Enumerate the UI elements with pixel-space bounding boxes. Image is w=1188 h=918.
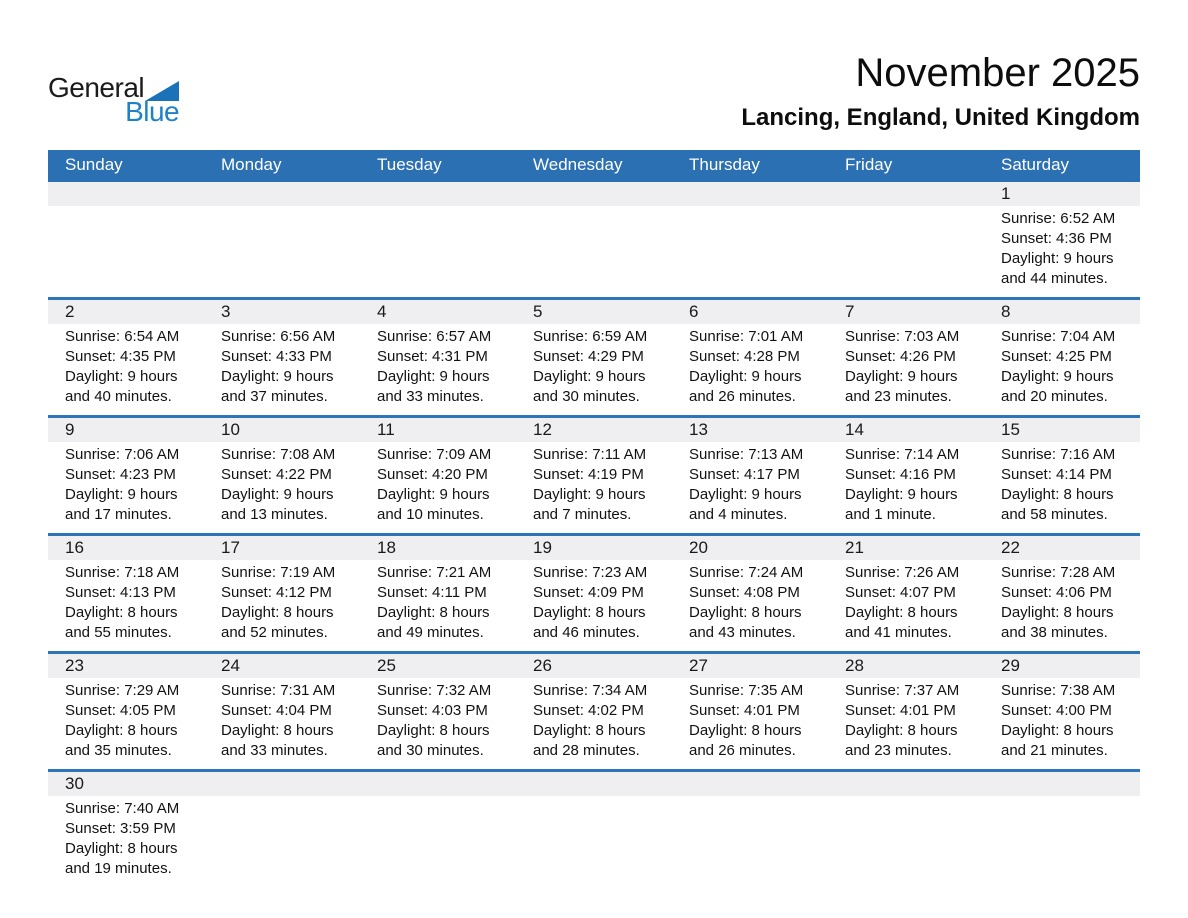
weekday-header-wednesday: Wednesday — [533, 155, 623, 174]
day-number: 27 — [672, 654, 828, 678]
sunset-text: Sunset: 4:33 PM — [221, 348, 332, 365]
day-number-empty — [360, 772, 516, 796]
day-number-empty — [204, 182, 360, 206]
empty-day-cell — [360, 182, 516, 297]
day-number: 2 — [48, 300, 204, 324]
day-cell-28 — [828, 654, 984, 769]
day-cell-14 — [828, 418, 984, 533]
daylight-text: Daylight: 9 hours and 17 minutes. — [65, 486, 178, 523]
sunset-text: Sunset: 4:01 PM — [689, 702, 800, 719]
sunrise-text: Sunrise: 7:40 AM — [65, 800, 180, 817]
sunrise-text: Sunrise: 6:52 AM — [1001, 210, 1116, 227]
sunset-text: Sunset: 4:29 PM — [533, 348, 644, 365]
daylight-text: Daylight: 8 hours and 38 minutes. — [1001, 604, 1114, 641]
day-cell-13 — [672, 418, 828, 533]
day-cell-15 — [984, 418, 1140, 533]
day-cell-17 — [204, 536, 360, 651]
week-row-4 — [48, 533, 1140, 651]
sunrise-text: Sunrise: 7:21 AM — [377, 564, 492, 581]
day-number: 20 — [672, 536, 828, 560]
sunset-text: Sunset: 4:08 PM — [689, 584, 800, 601]
sunrise-text: Sunrise: 7:34 AM — [533, 682, 648, 699]
sunset-text: Sunset: 4:04 PM — [221, 702, 332, 719]
daylight-text: Daylight: 8 hours and 52 minutes. — [221, 604, 334, 641]
day-number-empty — [984, 772, 1140, 796]
daylight-text: Daylight: 8 hours and 58 minutes. — [1001, 486, 1114, 523]
sunset-text: Sunset: 4:36 PM — [1001, 230, 1112, 247]
day-number: 24 — [204, 654, 360, 678]
daylight-text: Daylight: 9 hours and 7 minutes. — [533, 486, 646, 523]
day-number-empty — [672, 182, 828, 206]
day-cell-3 — [204, 300, 360, 415]
day-info — [48, 442, 204, 533]
month-title: November 2025 — [855, 51, 1140, 95]
sunrise-text: Sunrise: 7:14 AM — [845, 446, 960, 463]
day-info — [672, 324, 828, 415]
sunrise-text: Sunrise: 6:59 AM — [533, 328, 648, 345]
day-cell-7 — [828, 300, 984, 415]
day-number: 5 — [516, 300, 672, 324]
daylight-text: Daylight: 8 hours and 30 minutes. — [377, 722, 490, 759]
daylight-text: Daylight: 8 hours and 28 minutes. — [533, 722, 646, 759]
day-number: 22 — [984, 536, 1140, 560]
day-cell-19 — [516, 536, 672, 651]
daylight-text: Daylight: 9 hours and 20 minutes. — [1001, 368, 1114, 405]
sunset-text: Sunset: 4:22 PM — [221, 466, 332, 483]
logo-text-blue: Blue — [125, 96, 180, 127]
day-number-empty — [48, 182, 204, 206]
day-number-empty — [360, 182, 516, 206]
sunset-text: Sunset: 4:07 PM — [845, 584, 956, 601]
day-number: 6 — [672, 300, 828, 324]
week-row-2 — [48, 297, 1140, 415]
daylight-text: Daylight: 8 hours and 19 minutes. — [65, 840, 178, 877]
daylight-text: Daylight: 9 hours and 37 minutes. — [221, 368, 334, 405]
day-info — [204, 678, 360, 769]
day-info — [984, 678, 1140, 769]
sunset-text: Sunset: 4:26 PM — [845, 348, 956, 365]
day-cell-20 — [672, 536, 828, 651]
empty-day-cell — [516, 182, 672, 297]
day-number: 10 — [204, 418, 360, 442]
day-number: 18 — [360, 536, 516, 560]
sunset-text: Sunset: 4:02 PM — [533, 702, 644, 719]
calendar-page — [48, 0, 1140, 887]
sunset-text: Sunset: 4:25 PM — [1001, 348, 1112, 365]
empty-day-cell — [48, 182, 204, 297]
day-number: 13 — [672, 418, 828, 442]
week-row-5 — [48, 651, 1140, 769]
empty-day-cell — [672, 182, 828, 297]
empty-day-cell — [360, 772, 516, 887]
sunset-text: Sunset: 4:16 PM — [845, 466, 956, 483]
day-cell-9 — [48, 418, 204, 533]
daylight-text: Daylight: 8 hours and 33 minutes. — [221, 722, 334, 759]
empty-day-cell — [204, 772, 360, 887]
daylight-text: Daylight: 9 hours and 10 minutes. — [377, 486, 490, 523]
sunset-text: Sunset: 4:11 PM — [377, 584, 487, 601]
day-info — [360, 678, 516, 769]
day-cell-8 — [984, 300, 1140, 415]
sunrise-text: Sunrise: 7:38 AM — [1001, 682, 1116, 699]
day-info — [516, 678, 672, 769]
day-info — [672, 678, 828, 769]
sunset-text: Sunset: 4:06 PM — [1001, 584, 1112, 601]
sunrise-text: Sunrise: 7:18 AM — [65, 564, 180, 581]
daylight-text: Daylight: 9 hours and 1 minute. — [845, 486, 958, 523]
calendar-weeks — [48, 182, 1140, 887]
day-number: 12 — [516, 418, 672, 442]
day-number: 25 — [360, 654, 516, 678]
day-number: 16 — [48, 536, 204, 560]
day-number-empty — [672, 772, 828, 796]
general-blue-logo — [48, 74, 179, 126]
day-info — [516, 324, 672, 415]
sunset-text: Sunset: 4:00 PM — [1001, 702, 1112, 719]
weekday-header-row — [48, 150, 1140, 182]
sunrise-text: Sunrise: 7:28 AM — [1001, 564, 1116, 581]
daylight-text: Daylight: 8 hours and 23 minutes. — [845, 722, 958, 759]
sunrise-text: Sunrise: 7:04 AM — [1001, 328, 1116, 345]
sunset-text: Sunset: 4:03 PM — [377, 702, 488, 719]
day-info — [360, 324, 516, 415]
day-number: 15 — [984, 418, 1140, 442]
sunrise-text: Sunrise: 7:29 AM — [65, 682, 180, 699]
sunset-text: Sunset: 4:17 PM — [689, 466, 800, 483]
day-info — [516, 560, 672, 651]
sunrise-text: Sunrise: 6:57 AM — [377, 328, 492, 345]
sunrise-text: Sunrise: 7:35 AM — [689, 682, 804, 699]
daylight-text: Daylight: 9 hours and 13 minutes. — [221, 486, 334, 523]
sunrise-text: Sunrise: 7:32 AM — [377, 682, 492, 699]
day-cell-23 — [48, 654, 204, 769]
day-info — [48, 560, 204, 651]
day-info — [984, 560, 1140, 651]
daylight-text: Daylight: 9 hours and 23 minutes. — [845, 368, 958, 405]
sunset-text: Sunset: 4:01 PM — [845, 702, 956, 719]
sunrise-text: Sunrise: 7:03 AM — [845, 328, 960, 345]
day-number: 29 — [984, 654, 1140, 678]
title-block — [179, 50, 1140, 132]
day-cell-11 — [360, 418, 516, 533]
day-cell-12 — [516, 418, 672, 533]
daylight-text: Daylight: 8 hours and 35 minutes. — [65, 722, 178, 759]
day-info — [48, 678, 204, 769]
daylight-text: Daylight: 9 hours and 33 minutes. — [377, 368, 490, 405]
day-info — [48, 796, 204, 887]
location-subtitle: Lancing, England, United Kingdom — [741, 104, 1140, 131]
sunrise-text: Sunrise: 7:24 AM — [689, 564, 804, 581]
week-row-3 — [48, 415, 1140, 533]
page-header — [48, 0, 1140, 132]
day-info — [204, 560, 360, 651]
sunset-text: Sunset: 4:28 PM — [689, 348, 800, 365]
day-number: 4 — [360, 300, 516, 324]
day-cell-25 — [360, 654, 516, 769]
day-cell-21 — [828, 536, 984, 651]
sunset-text: Sunset: 4:13 PM — [65, 584, 176, 601]
sunrise-text: Sunrise: 7:23 AM — [533, 564, 648, 581]
day-number: 26 — [516, 654, 672, 678]
sunset-text: Sunset: 4:09 PM — [533, 584, 644, 601]
daylight-text: Daylight: 8 hours and 26 minutes. — [689, 722, 802, 759]
sunrise-text: Sunrise: 7:19 AM — [221, 564, 336, 581]
logo-text-general: General — [48, 72, 145, 103]
sunset-text: Sunset: 4:12 PM — [221, 584, 332, 601]
day-number: 17 — [204, 536, 360, 560]
day-number-empty — [828, 772, 984, 796]
day-number: 19 — [516, 536, 672, 560]
day-info — [828, 560, 984, 651]
day-number: 30 — [48, 772, 204, 796]
day-info — [360, 442, 516, 533]
sunrise-text: Sunrise: 7:31 AM — [221, 682, 336, 699]
sunrise-text: Sunrise: 7:09 AM — [377, 446, 492, 463]
day-number: 8 — [984, 300, 1140, 324]
sunrise-text: Sunrise: 7:26 AM — [845, 564, 960, 581]
day-cell-27 — [672, 654, 828, 769]
day-cell-22 — [984, 536, 1140, 651]
day-number: 21 — [828, 536, 984, 560]
day-info — [672, 560, 828, 651]
day-number: 28 — [828, 654, 984, 678]
daylight-text: Daylight: 8 hours and 41 minutes. — [845, 604, 958, 641]
sunrise-text: Sunrise: 7:08 AM — [221, 446, 336, 463]
day-number: 1 — [984, 182, 1140, 206]
day-cell-1 — [984, 182, 1140, 297]
day-cell-4 — [360, 300, 516, 415]
sunset-text: Sunset: 3:59 PM — [65, 820, 176, 837]
day-cell-30 — [48, 772, 204, 887]
day-cell-18 — [360, 536, 516, 651]
day-cell-26 — [516, 654, 672, 769]
day-info — [828, 678, 984, 769]
day-number-empty — [828, 182, 984, 206]
empty-day-cell — [984, 772, 1140, 887]
weekday-header-tuesday: Tuesday — [377, 155, 442, 174]
sunset-text: Sunset: 4:14 PM — [1001, 466, 1112, 483]
sunrise-text: Sunrise: 7:01 AM — [689, 328, 804, 345]
day-info — [828, 442, 984, 533]
empty-day-cell — [828, 182, 984, 297]
daylight-text: Daylight: 9 hours and 26 minutes. — [689, 368, 802, 405]
daylight-text: Daylight: 8 hours and 21 minutes. — [1001, 722, 1114, 759]
day-cell-6 — [672, 300, 828, 415]
empty-day-cell — [516, 772, 672, 887]
daylight-text: Daylight: 8 hours and 43 minutes. — [689, 604, 802, 641]
sunrise-text: Sunrise: 7:06 AM — [65, 446, 180, 463]
day-number: 7 — [828, 300, 984, 324]
sunrise-text: Sunrise: 7:11 AM — [533, 446, 647, 463]
day-info — [48, 324, 204, 415]
weekday-header-monday: Monday — [221, 155, 282, 174]
day-number: 14 — [828, 418, 984, 442]
daylight-text: Daylight: 9 hours and 30 minutes. — [533, 368, 646, 405]
empty-day-cell — [204, 182, 360, 297]
empty-day-cell — [672, 772, 828, 887]
calendar-table — [48, 150, 1140, 887]
day-info — [984, 206, 1140, 297]
day-number: 11 — [360, 418, 516, 442]
daylight-text: Daylight: 8 hours and 49 minutes. — [377, 604, 490, 641]
day-info — [984, 442, 1140, 533]
day-cell-29 — [984, 654, 1140, 769]
daylight-text: Daylight: 8 hours and 46 minutes. — [533, 604, 646, 641]
day-cell-2 — [48, 300, 204, 415]
sunrise-text: Sunrise: 7:13 AM — [689, 446, 804, 463]
day-cell-16 — [48, 536, 204, 651]
sunset-text: Sunset: 4:05 PM — [65, 702, 176, 719]
day-number: 23 — [48, 654, 204, 678]
empty-day-cell — [828, 772, 984, 887]
sunrise-text: Sunrise: 7:37 AM — [845, 682, 960, 699]
day-info — [672, 442, 828, 533]
daylight-text: Daylight: 9 hours and 44 minutes. — [1001, 250, 1114, 287]
sunrise-text: Sunrise: 6:56 AM — [221, 328, 336, 345]
sunset-text: Sunset: 4:20 PM — [377, 466, 488, 483]
day-number-empty — [516, 182, 672, 206]
sunset-text: Sunset: 4:35 PM — [65, 348, 176, 365]
day-info — [204, 324, 360, 415]
weekday-header-friday: Friday — [845, 155, 893, 174]
day-number: 9 — [48, 418, 204, 442]
daylight-text: Daylight: 9 hours and 4 minutes. — [689, 486, 802, 523]
daylight-text: Daylight: 8 hours and 55 minutes. — [65, 604, 178, 641]
week-row-1 — [48, 182, 1140, 297]
day-cell-24 — [204, 654, 360, 769]
day-cell-10 — [204, 418, 360, 533]
daylight-text: Daylight: 9 hours and 40 minutes. — [65, 368, 178, 405]
weekday-header-sunday: Sunday — [65, 155, 123, 174]
weekday-header-saturday: Saturday — [1001, 155, 1070, 174]
weekday-header-thursday: Thursday — [689, 155, 760, 174]
sunset-text: Sunset: 4:19 PM — [533, 466, 644, 483]
sunrise-text: Sunrise: 7:16 AM — [1001, 446, 1116, 463]
day-cell-5 — [516, 300, 672, 415]
day-info — [516, 442, 672, 533]
day-number: 3 — [204, 300, 360, 324]
day-number-empty — [204, 772, 360, 796]
day-info — [204, 442, 360, 533]
sunrise-text: Sunrise: 6:54 AM — [65, 328, 180, 345]
week-row-6 — [48, 769, 1140, 887]
day-info — [360, 560, 516, 651]
day-info — [984, 324, 1140, 415]
sunset-text: Sunset: 4:31 PM — [377, 348, 488, 365]
day-number-empty — [516, 772, 672, 796]
sunset-text: Sunset: 4:23 PM — [65, 466, 176, 483]
day-info — [828, 324, 984, 415]
